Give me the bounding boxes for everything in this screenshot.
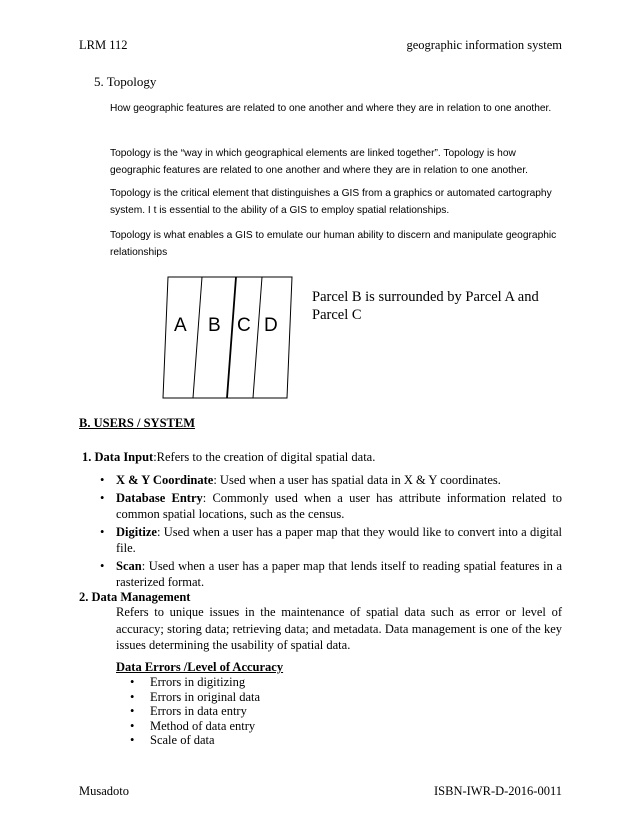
bullet-icon: • [130, 689, 135, 704]
data-management-body: Refers to unique issues in the maintenance of spatial data such as error or level of accuracy; storing data; retrieving data; and metadata. Data management is one of the key issues determining the usability of spatial data. [116, 605, 562, 652]
error-item: Errors in digitizing [150, 675, 246, 689]
bullet-text: : Used when a user has a paper map that lends itself to reading spatial features in a rasterized format. [116, 558, 562, 589]
bullet-term: Scan [116, 558, 142, 573]
data-management-heading: 2. Data Management [79, 590, 191, 604]
list-item [130, 704, 260, 719]
parcel-label-d: D [264, 315, 278, 336]
topology-paragraph: Topology is the critical element that distinguishes a GIS from a graphics or automated cartography system. I t is essential to the ability of a GIS to employ spatial relationships. [110, 188, 552, 216]
parcel-boundary-line [227, 277, 236, 398]
footer-author: Musadoto [79, 784, 129, 798]
diagram-caption: Parcel B is surrounded by Parcel A and Parcel C [312, 289, 539, 323]
parcel-label-a: A [174, 315, 187, 336]
bullet-term: X & Y Coordinate [116, 473, 214, 487]
data-errors-list [130, 675, 260, 748]
list-item [130, 690, 260, 705]
list-item [100, 558, 562, 591]
data-input-text: :Refers to the creation of digital spatial data. [153, 450, 376, 464]
parcel-diagram [160, 275, 295, 400]
bullet-icon: • [130, 704, 135, 719]
list-item [130, 675, 260, 690]
list-item [100, 472, 562, 489]
bullet-icon: • [100, 558, 105, 573]
bullet-icon: • [130, 675, 135, 689]
data-input-label: 1. Data Input [82, 450, 154, 464]
bullet-term: Digitize [116, 524, 157, 539]
section-heading-users-system: B. USERS / SYSTEM [79, 416, 196, 430]
bullet-icon: • [100, 524, 105, 539]
topology-paragraph: Topology is what enables a GIS to emulate our human ability to discern and manipulate geographic relationships [110, 230, 557, 258]
bullet-text: : Used when a user has a paper map that they would like to convert into a digital file. [116, 524, 562, 555]
list-item [100, 490, 562, 523]
list-item [130, 733, 260, 748]
error-item: Method of data entry [150, 718, 256, 733]
error-item: Errors in data entry [150, 704, 247, 719]
list-item [100, 524, 562, 557]
data-input-heading [82, 450, 375, 465]
error-item: Errors in original data [150, 689, 261, 704]
bullet-icon: • [130, 733, 135, 748]
parcel-boundary-line [193, 277, 202, 398]
header-course-code: LRM 112 [79, 38, 128, 52]
bullet-text: : Used when a user has spatial data in X & Y coordinates. [213, 473, 501, 487]
parcel-label-c: C [237, 315, 251, 336]
header-subject: geographic information system [406, 38, 562, 52]
section-title-topology: 5. Topology [94, 74, 157, 89]
list-item [130, 719, 260, 734]
bullet-term: Database Entry [116, 490, 203, 505]
bullet-text: : Commonly used when a user has attribute information related to common spatial locations, such as the census. [116, 490, 562, 521]
bullet-icon: • [100, 490, 105, 505]
data-errors-heading: Data Errors /Level of Accuracy [116, 660, 284, 674]
bullet-icon: • [100, 473, 105, 487]
footer-isbn: ISBN-IWR-D-2016-0011 [434, 784, 562, 798]
topology-paragraph: How geographic features are related to one another and where they are in relation to one another. [110, 103, 552, 114]
parcel-label-b: B [208, 315, 221, 336]
error-item: Scale of data [150, 733, 215, 748]
data-input-list [100, 472, 562, 592]
parcel-boundary-line [253, 277, 262, 398]
bullet-icon: • [130, 718, 135, 733]
topology-paragraph: Topology is the “way in which geographical elements are linked together”. Topology is how geographic features are related to one another and where they are in relation to one another. [110, 148, 528, 176]
